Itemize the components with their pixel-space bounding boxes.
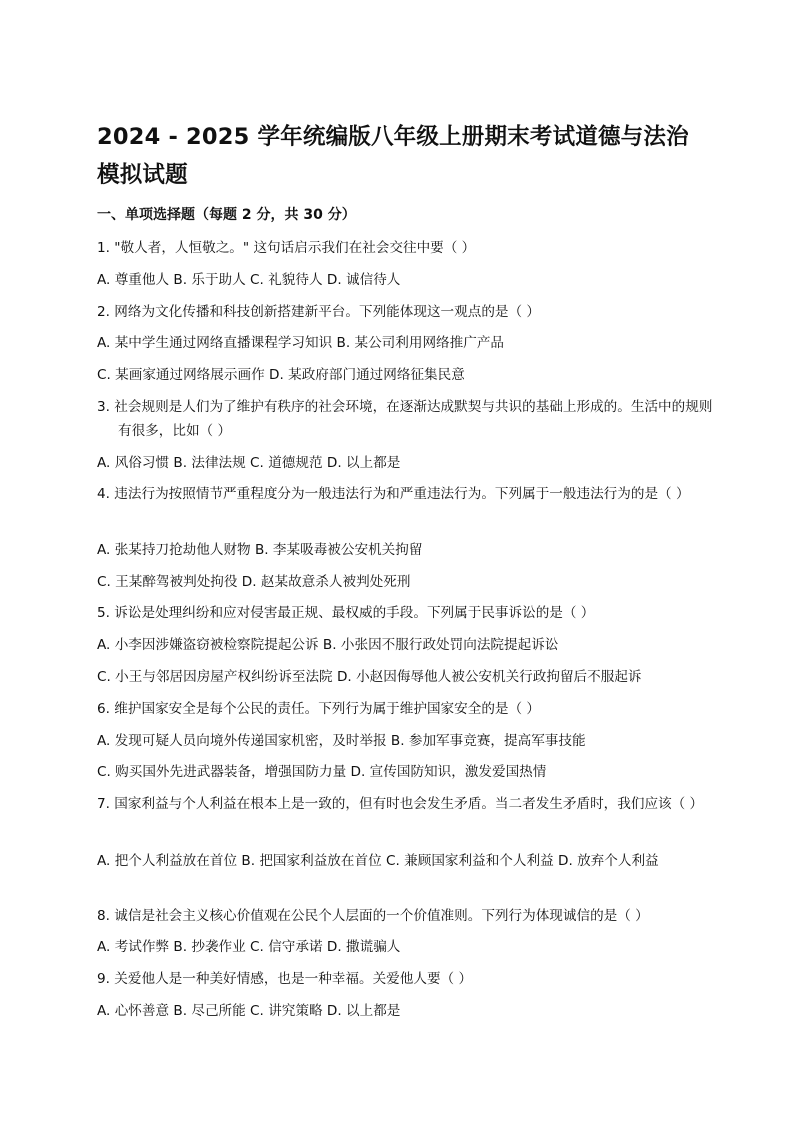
question-options: A. 考试作弊 B. 抄袭作业 C. 信守承诺 D. 撒谎骗人 [97,939,401,955]
question-options: C. 王某醉驾被判处拘役 D. 赵某故意杀人被判处死刑 [97,574,411,590]
question-options: A. 小李因涉嫌盗窃被检察院提起公诉 B. 小张因不服行政处罚向法院提起诉讼 [97,637,559,653]
question-stem: 6. 维护国家安全是每个公民的责任。下列行为属于维护国家安全的是（ ） [97,701,541,717]
question-options: A. 发现可疑人员向境外传递国家机密，及时举报 B. 参加军事竞赛，提高军事技能 [97,733,586,749]
question-stem: 9. 关爱他人是一种美好情感，也是一种幸福。关爱他人要（ ） [97,971,473,987]
question-options: A. 把个人利益放在首位 B. 把国家利益放在首位 C. 兼顾国家利益和个人利益 D. 放弃个人利益 [97,853,659,869]
section-heading: 一、单项选择题（每题 2 分，共 30 分） [97,207,356,223]
question-stem: 3. 社会规则是人们为了维护有秩序的社会环境，在逐渐达成默契与共识的基础上形成的。生活中的规则有很多，比如（ ） [97,399,713,439]
question-stem: 2. 网络为文化传播和科技创新搭建新平台。下列能体现这一观点的是（ ） [97,304,541,320]
question-options: C. 小王与邻居因房屋产权纠纷诉至法院 D. 小赵因侮辱他人被公安机关行政拘留后不服起诉 [97,669,642,685]
question-stem: 7. 国家利益与个人利益在根本上是一致的，但有时也会发生矛盾。当二者发生矛盾时，我们应该（ ） [97,796,704,812]
question-stem: 8. 诚信是社会主义核心价值观在公民个人层面的一个价值准则。下列行为体现诚信的是（ ） [97,908,649,924]
question-options: C. 购买国外先进武器装备，增强国防力量 D. 宣传国防知识，激发爱国热情 [97,764,547,780]
question-options: A. 尊重他人 B. 乐于助人 C. 礼貌待人 D. 诚信待人 [97,272,401,288]
question-options: C. 某画家通过网络展示画作 D. 某政府部门通过网络征集民意 [97,367,465,383]
page-title: 2024 - 2025 学年统编版八年级上册期末考试道德与法治模拟试题 [97,124,689,188]
question-options: A. 某中学生通过网络直播课程学习知识 B. 某公司利用网络推广产品 [97,335,505,351]
question-stem: 5. 诉讼是处理纠纷和应对侵害最正规、最权威的手段。下列属于民事诉讼的是（ ） [97,605,595,621]
question-stem: 1. "敬人者，人恒敬之。" 这句话启示我们在社会交往中要（ ） [97,240,476,256]
question-options: A. 心怀善意 B. 尽己所能 C. 讲究策略 D. 以上都是 [97,1003,401,1019]
question-stem: 4. 违法行为按照情节严重程度分为一般违法行为和严重违法行为。下列属于一般违法行为的是（ ） [97,486,690,502]
question-options: A. 风俗习惯 B. 法律法规 C. 道德规范 D. 以上都是 [97,455,401,471]
question-options: A. 张某持刀抢劫他人财物 B. 李某吸毒被公安机关拘留 [97,542,423,558]
